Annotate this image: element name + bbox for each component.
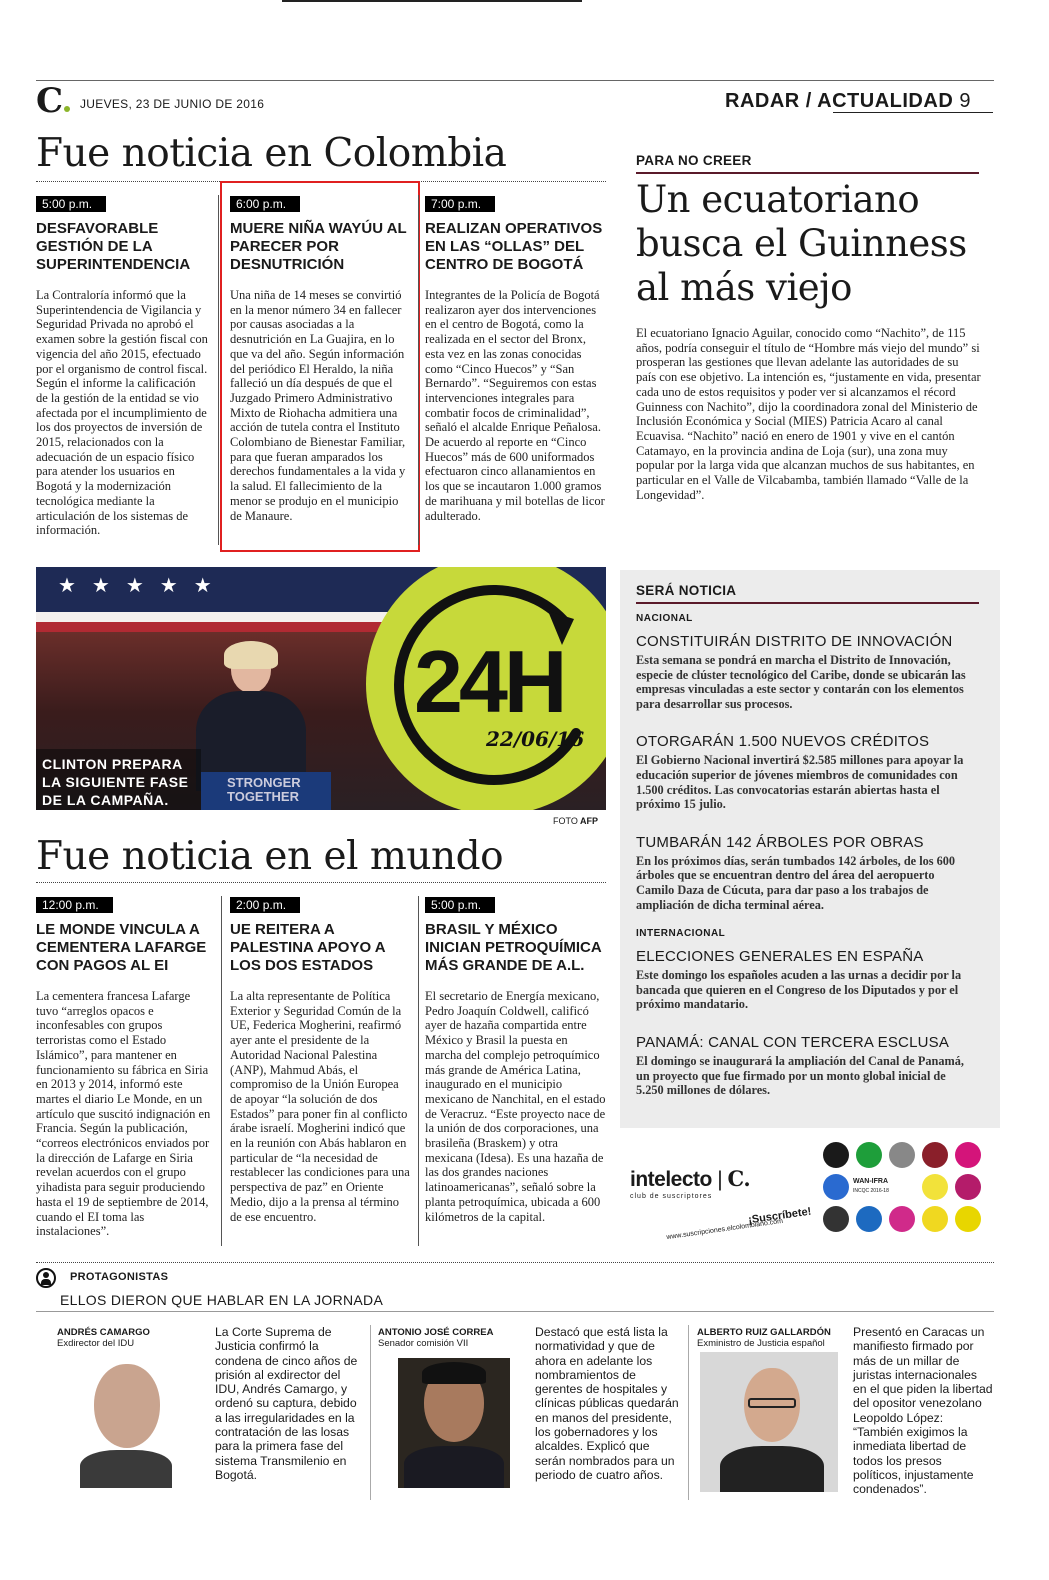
wan-ifra-sub: INCQC 2016-18 <box>853 1188 889 1194</box>
protagonist-card <box>378 1327 528 1349</box>
protagonist-card <box>57 1327 207 1349</box>
ad-tagline: club de suscriptores <box>630 1193 713 1200</box>
mundo-article-1 <box>36 896 214 1239</box>
mundo-article-3 <box>425 896 607 1224</box>
protagonist-card <box>697 1327 857 1349</box>
time-badge: 6:00 p.m. <box>230 196 300 212</box>
article-headline: MUERE NIÑA WAYÚU AL PARECER POR DESNUTRICIÓN <box>230 220 407 273</box>
protagonist-role: Exdirector del IDU <box>57 1338 135 1349</box>
section-underline <box>833 112 993 113</box>
header-logo: C <box>36 86 70 116</box>
article-body: La alta representante de Política Exterior y Seguridad Común de la UE, Federica Mogherini, reafirmó ayer ante el presidente de la Autoridad Nacional Palestina (ANP), Mahmud Abás, el compromiso de la Unión Europea de apoyar “la solución de dos Estados” para poner fin al conflicto árabe israelí. Mogherini indicó que en la reunión con Abás hablaron en particular de “la necesidad de restablecer las condiciones para una perspectiva de paz” en Oriente Medio, dijo a la prensa al término de ese encuentro. <box>230 989 410 1224</box>
kicker-rule <box>636 602 979 604</box>
person-icon <box>36 1268 56 1288</box>
protagonist-name: ANTONIO JOSÉ CORREA <box>378 1327 494 1338</box>
para-no-creer-body: El ecuatoriano Ignacio Aguilar, conocido como “Nachito”, de 115 años, podría conseguir el título de “Hombre más viejo del mundo” si prosperan las gestiones que llevan adelante las autoridades de su país con ese objetivo. La intención es, “justamente en vida, presentar cada uno de estos requisitos y poder ver si alcanzamos el récord Guinness con Nachito”, dijo la coordinadora zonal del Ministerio de Inclusión Económica y Social (MIES) Patricia Acaro al canal Ecuavisa. “Nachito” nació en enero de 1901 y vive en el cantón Catamayo, en la provincia andina de Loja (sur), una zona muy popular por la larga vida que alcanzan muchos de sus habitantes, en particular en el Valle de Vilcabamba, también llamado “Valle de la Longevidad”. <box>636 326 981 502</box>
protagonist-body: Destacó que está lista la normatividad y que de ahora en adelante los nombramientos de gerentes de hospitales y clínicas públicas quedarán en manos del presidente, los gobernadores y los alcaldes. Explicó que serán nombrados para un periodo de cuatro años. <box>535 1325 679 1482</box>
ad-url[interactable]: www.suscripciones.elcolombiano.com <box>666 1217 784 1242</box>
24h-text: 24H <box>414 632 564 731</box>
news-photo <box>36 567 606 810</box>
protagonist-name: ANDRÉS CAMARGO <box>57 1327 150 1338</box>
colombia-article-1 <box>36 195 208 538</box>
article-body: Integrantes de la Policía de Bogotá realizaron ayer dos intervenciones en el centro de Bogotá, como la realizada en el sector del Bronx, esta vez en las zonas conocidas como “Cinco Huecos” y “San Bernardo”. “Seguiremos con estas intervenciones integrales para combatir focos de criminalidad”, señaló el alcalde Enrique Peñalosa. De acuerdo al reporte en “Cinco Huecos” más de 600 uniformados efectuaron cinco allanamientos en los que se incautaron 1.000 gramos de marihuana y mil botellas de licor adulterado. <box>425 288 605 523</box>
mundo-title: Fue noticia en el mundo <box>36 834 504 879</box>
column-divider <box>218 195 219 545</box>
ad-brand: intelecto | C. <box>630 1166 751 1191</box>
subscription-ad[interactable] <box>620 1128 1000 1248</box>
article-headline: REALIZAN OPERATIVOS EN LAS “OLLAS” DEL CENTRO DE BOGOTÁ <box>425 220 603 273</box>
news-item-title: PANAMÁ: CANAL CON TERCERA ESCLUSA <box>636 1033 950 1051</box>
wan-ifra-logo: WAN-IFRA <box>853 1178 888 1185</box>
time-badge: 7:00 p.m. <box>425 196 495 212</box>
page-number: 9 <box>959 90 971 112</box>
colombia-title: Fue noticia en Colombia <box>36 131 507 176</box>
column-divider <box>418 195 419 545</box>
column-divider <box>370 1325 371 1500</box>
news-item-title: TUMBARÁN 142 ÁRBOLES POR OBRAS <box>636 833 924 851</box>
article-headline: DESFAVORABLE GESTIÓN DE LA SUPERINTENDENCIA <box>36 220 191 273</box>
top-rule <box>282 0 582 2</box>
group-label-internacional: INTERNACIONAL <box>636 928 726 940</box>
article-headline: LE MONDE VINCULA A CEMENTERA LAFARGE CON PAGOS AL EI <box>36 921 207 974</box>
header-rule <box>36 80 994 81</box>
photo-caption: CLINTON PREPARA LA SIGUIENTE FASE DE LA CAMPAÑA. <box>42 756 189 808</box>
protagonist-role: Exministro de Justicia español <box>697 1338 825 1349</box>
mundo-divider <box>36 882 606 883</box>
protagonist-body: La Corte Suprema de Justicia confirmó la condena de cinco años de prisión al exdirector del IDU, Andrés Camargo, y ordenó su captura, debido a las irregularidades en la contratación de las losas para la primera fase del sistema Transmilenio en Bogotá. <box>215 1325 358 1482</box>
news-item-title: OTORGARÁN 1.500 NUEVOS CRÉDITOS <box>636 733 930 751</box>
kicker-rule <box>636 172 979 174</box>
logo-dot-icon <box>64 106 70 112</box>
article-body: La Contraloría informó que la Superintendencia de Vigilancia y Seguridad Privada no aprobó el examen sobre la gestión fiscal con vigencia del año 2015, efectuado por el organismo de control fiscal. Según el informe la calificación de la gestión de la entidad se vio afectada por el incumplimiento de los dos proyectos de inversión de 2015, relacionados con la adecuación de un espacio físico para atender los usuarios en Bogotá y la modernización tecnológica mediante la articulación de los sistemas de información. <box>36 288 208 538</box>
news-item-body: El domingo se inaugurará la ampliación del Canal de Panamá, un proyecto que fue firmado por un monto global inicial de 5.250 millones de dólares. <box>636 1053 964 1098</box>
mundo-article-2 <box>230 896 410 1224</box>
article-body: La cementera francesa Lafarge tuvo “arreglos opacos e inconfesables con grupos terroristas como el Estado Islámico”, para mantener en funcionamiento su fábrica en Siria en 2013 y 2014, informó este martes el diario Le Monde, en un artículo que suscitó indignación en Francia. Según la publicación, “correos electrónicos enviados por la dirección de Lafarge en Siria revelan acuerdos con el grupo yihadista para seguir produciendo hasta el 19 de septiembre de 2014, cuando el EI toma las instalaciones”. <box>36 989 211 1239</box>
protagonist-photo <box>700 1352 838 1492</box>
para-no-creer-kicker: PARA NO CREER <box>636 153 752 168</box>
colombia-article-2 <box>230 195 410 523</box>
news-item-body: En los próximos días, serán tumbados 142 árboles, de los 600 árboles que se encuentran dentro del área del aeropuerto Camilo Daza de Cúcuta, para dar paso a los trabajos de ampliación de dicha terminal aérea. <box>636 853 956 912</box>
time-badge: 12:00 p.m. <box>36 897 113 913</box>
protagonistas-divider <box>36 1262 994 1263</box>
time-badge: 5:00 p.m. <box>36 196 106 212</box>
article-headline: BRASIL Y MÉXICO INICIAN PETROQUÍMICA MÁS GRANDE DE A.L. <box>425 921 602 974</box>
article-headline: UE REITERA A PALESTINA APOYO A LOS DOS ESTADOS <box>230 921 386 974</box>
section-header: RADAR / ACTUALIDAD 9 <box>725 90 971 112</box>
article-body: El secretario de Energía mexicano, Pedro Joaquín Coldwell, calificó ayer de hazaña compartida entre México y Brasil la puesta en marcha del complejo petroquímico más grande de América Latina, inaugurado en el municipio mexicano de Nanchital, en el estado de Veracruz. “Este proyecto nace de la unión de dos corporaciones, una brasileña (Braskem) y otra mexicana (Idesa). Es una hazaña de las dos grandes naciones latinoamericanas”, señaló sobre la planta petroquímica, ubicada a 600 kilómetros de la capital. <box>425 989 606 1224</box>
protagonistas-subtitle: ELLOS DIERON QUE HABLAR EN LA JORNADA <box>60 1292 384 1308</box>
column-divider <box>688 1325 689 1500</box>
flag-stars-band: ★★★★★ <box>36 567 606 612</box>
time-badge: 2:00 p.m. <box>230 897 300 913</box>
photo-credit: FOTO AFP <box>553 816 599 826</box>
badge-date: 22/06/16 <box>486 727 585 751</box>
article-body: Una niña de 14 meses se convirtió en la menor número 34 en fallecer por causas asociadas a la desnutrición en La Guajira, en lo que va del año. Según información del periódico El Heraldo, la niña falleció un día después de que el Juzgado Primero Administrativo Mixto de Riohacha admitiera una acción de tutela contra el Instituto Colombiano de Bienestar Familiar, para que fueran amparados los derechos fundamentales a la vida y la salud. El fallecimiento de la menor se produjo en el municipio de Manaure. <box>230 288 406 523</box>
column-divider <box>418 896 419 1246</box>
sign-panel <box>201 772 331 810</box>
protagonist-photo <box>398 1358 510 1488</box>
protagonist-role: Senador comisión VII <box>378 1338 469 1349</box>
sera-noticia-kicker: SERÁ NOTICIA <box>636 583 737 598</box>
news-item-title: CONSTITUIRÁN DISTRITO DE INNOVACIÓN <box>636 633 953 650</box>
news-item-body: Este domingo los españoles acuden a las urnas a decidir por la bancada que quieren en el Congreso de los Diputados y por el próximo mandatario. <box>636 968 962 1012</box>
sera-noticia-list <box>636 613 966 1098</box>
protagonist-body: Presentó en Caracas un manifiesto firmado por más de un millar de juristas internacionales en el que piden la libertad del opositor venezolano Leopoldo López: “También exigimos la inmediata libertad de todos los presos políticos, injustamente condenados”. <box>853 1325 993 1497</box>
subtitle-rule <box>36 1311 994 1312</box>
group-label-nacional: NACIONAL <box>636 613 693 624</box>
column-divider <box>221 896 222 1246</box>
news-item-title: ELECCIONES GENERALES EN ESPAÑA <box>636 948 924 966</box>
protagonist-photo <box>80 1358 172 1488</box>
news-item-body: El Gobierno Nacional invertirá $2.585 millones para apoyar la educación superior de jóvenes miembros de comunidades con 1.500 créditos. Las convocatorias estarán abiertas hasta el próximo 15 julio. <box>636 753 964 812</box>
para-no-creer-headline: Un ecuatoriano busca el Guinness al más viejo <box>636 178 967 309</box>
colombia-article-3 <box>425 195 605 523</box>
protagonistas-kicker: PROTAGONISTAS <box>70 1271 169 1283</box>
issue-date: JUEVES, 23 DE JUNIO DE 2016 <box>80 97 265 111</box>
time-badge: 5:00 p.m. <box>425 897 495 913</box>
sign-text: STRONGER TOGETHER <box>227 775 301 804</box>
speaker-hair <box>224 641 278 669</box>
protagonist-name: ALBERTO RUIZ GALLARDÓN <box>697 1327 831 1338</box>
ad-cta[interactable]: ¡Suscríbete! <box>747 1205 813 1227</box>
news-item-body: Esta semana se pondrá en marcha el Distrito de Innovación, especie de clúster tecnológico del Caribe, donde se ubicarán las empresas vinculadas a este sector y contarán con los elementos para desarrollar sus procesos. <box>636 653 966 711</box>
